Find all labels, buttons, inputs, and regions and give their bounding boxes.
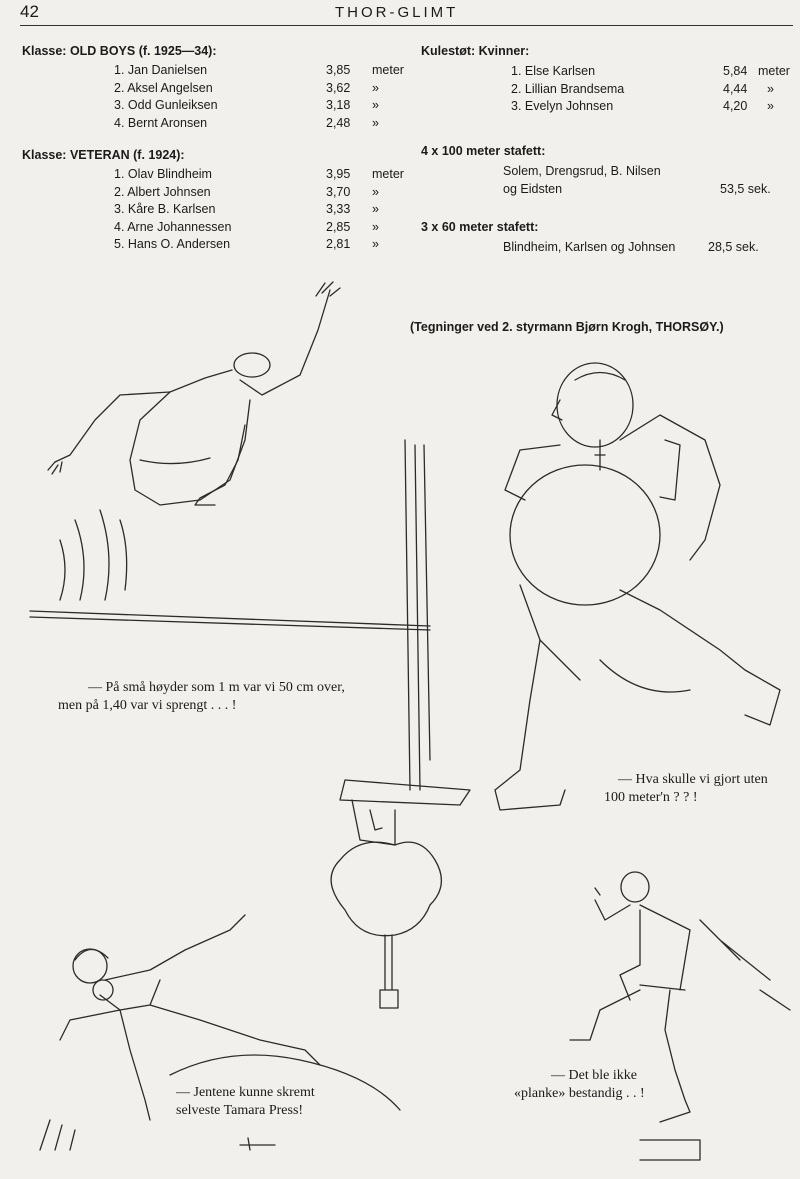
result-name: 3. Kåre B. Karlsen (114, 202, 216, 216)
running-title: THOR-GLIMT (335, 4, 459, 21)
result-unit: meter (758, 64, 790, 78)
result-name: 2. Albert Johnsen (114, 184, 211, 199)
result-name: 2. Aksel Angelsen (114, 80, 213, 95)
result-value: 3,70 (326, 184, 351, 199)
result-unit: meter (372, 63, 404, 77)
relay-3x60-team: Blindheim, Karlsen og Johnsen (503, 240, 676, 254)
result-unit: » (372, 237, 379, 251)
high-jumper-drawing (48, 282, 340, 600)
sprinter-caption-line1: — Hva skulle vi gjort uten (618, 772, 768, 787)
result-name: 3. Evelyn Johnsen (511, 99, 614, 113)
result-name: 4. Bernt Aronsen (114, 115, 208, 130)
runner-caption-line1: — Det ble ikke (551, 1068, 637, 1083)
high-jump-caption-line2: men på 1,40 var vi sprengt . . . ! (58, 698, 237, 713)
result-unit: » (372, 219, 379, 234)
old-boys-heading: Klasse: OLD BOYS (f. 1925—34): (22, 44, 217, 58)
high-jump-caption-line1: — På små høyder som 1 m var vi 50 cm over, (88, 680, 345, 695)
result-value: 5,84 (723, 64, 748, 78)
result-value: 4,44 (723, 81, 748, 96)
result-value: 2,85 (326, 219, 351, 234)
high-jump-bar-drawing (30, 440, 470, 845)
result-value: 3,85 (326, 63, 351, 77)
result-name: 3. Odd Gunleiksen (114, 98, 218, 112)
result-unit: » (372, 115, 379, 130)
result-unit: » (372, 202, 379, 216)
relay-4x100-time: 53,5 sek. (720, 182, 771, 196)
illustration-credit: (Tegninger ved 2. styrmann Bjørn Krogh, THORSØY.) (410, 320, 724, 334)
runner-drawing (570, 872, 790, 1160)
result-unit: meter (372, 167, 404, 181)
result-name: 2. Lillian Brandsema (511, 81, 625, 96)
relay-3x60-time: 28,5 sek. (708, 240, 759, 254)
result-value: 3,18 (326, 98, 351, 112)
shot-put-caption-line1: — Jentene kunne skremt (176, 1085, 315, 1100)
result-value: 3,62 (326, 80, 351, 95)
result-unit: » (372, 184, 379, 199)
result-value: 3,95 (326, 167, 351, 181)
result-value: 4,20 (723, 99, 748, 113)
sprinter-caption-line2: 100 meter'n ? ? ! (604, 790, 698, 805)
result-name: 4. Arne Johannessen (114, 219, 232, 234)
relay-4x100-heading: 4 x 100 meter stafett: (421, 144, 546, 158)
result-name: 1. Jan Danielsen (114, 63, 208, 77)
result-value: 2,48 (326, 115, 351, 130)
page-number: 42 (20, 2, 39, 21)
shot-put-caption-line2: selveste Tamara Press! (176, 1103, 304, 1118)
runner-caption-line2: «planke» bestandig . . ! (514, 1086, 645, 1101)
result-name: 1. Else Karlsen (511, 64, 596, 78)
result-name: 1. Olav Blindheim (114, 167, 212, 181)
result-unit: » (372, 80, 379, 95)
relay-4x100-team-line1: Solem, Drengsrud, B. Nilsen (503, 164, 661, 178)
veteran-heading: Klasse: VETERAN (f. 1924): (22, 148, 185, 162)
result-value: 2,81 (326, 237, 351, 251)
relay-3x60-heading: 3 x 60 meter stafett: (421, 220, 539, 234)
result-name: 5. Hans O. Andersen (114, 237, 231, 251)
bush-drawing (331, 842, 441, 1008)
sprinter-drawing (495, 363, 780, 810)
kulestot-heading: Kulestøt: Kvinner: (421, 44, 530, 58)
result-unit: » (767, 81, 774, 96)
result-unit: » (767, 99, 774, 113)
result-value: 3,33 (326, 202, 351, 216)
result-unit: » (372, 98, 379, 112)
relay-4x100-team-line2: og Eidsten (503, 182, 563, 196)
